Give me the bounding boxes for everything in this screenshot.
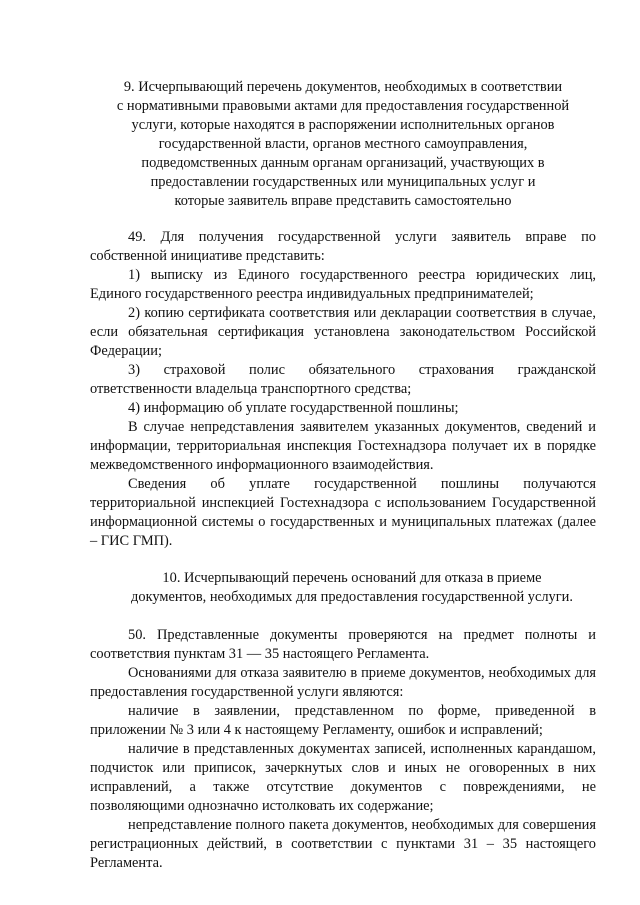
section-9-heading-line: которые заявитель вправе представить самостоятельно <box>174 193 512 209</box>
section-9-heading-line: с нормативными правовыми актами для предоставления государственной <box>116 98 570 114</box>
paragraph-nonsubmission: В случае непредставления заявителем указанных документов, сведений и информации, территориальная инспекция Гостехнадзора получает их в порядке межведомственного информационного взаимодействия. <box>90 419 596 473</box>
list-item-3: 3) страховой полис обязательного страхования гражданской ответственности владельца транспортного средства; <box>90 362 596 397</box>
paragraph-refusal-grounds: Основаниями для отказа заявителю в приеме документов, необходимых для предоставления государственной услуги являются: <box>90 665 596 700</box>
section-9-heading-line: государственной власти, органов местного самоуправления, <box>158 136 528 152</box>
paragraph-50: 50. Представленные документы проверяются на предмет полноты и соответствия пунктам 31 — 35 настоящего Регламента. <box>90 627 596 662</box>
refusal-ground-corrections: наличие в представленных документах записей, исполненных карандашом, подчисток или приписок, зачеркнутых слов и иных не оговоренных в них исправлений, а также отсутствие документов с повреждениями, не позволяющими однозначно истолковать их содержание; <box>90 741 596 814</box>
refusal-ground-incomplete: непредставление полного пакета документов, необходимых для совершения регистрационных действий, в соответствии с пунктами 31 – 35 настоящего Регламента. <box>90 817 596 871</box>
section-9-heading-line: услуги, которые находятся в распоряжении исполнительных органов <box>131 117 555 133</box>
list-item-2: 2) копию сертификата соответствия или декларации соответствия в случае, если обязательная сертификация установлена законодательством Российской Федерации; <box>90 305 596 359</box>
section-9-heading-line: 9. Исчерпывающий перечень документов, необходимых в соответствии <box>123 79 563 95</box>
paragraph-fee-info: Сведения об уплате государственной пошлины получаются территориальной инспекцией Гостехнадзора с использованием Государственной информационной системы о государственных и муниципальных платежах (далее – ГИС ГМП). <box>90 476 596 549</box>
section-10-heading-line: 10. Исчерпывающий перечень оснований для отказа в приеме <box>162 570 542 586</box>
refusal-ground-errors: наличие в заявлении, представленном по форме, приведенной в приложении № 3 или 4 к настоящему Регламенту, ошибок и исправлений; <box>90 703 596 738</box>
section-9-heading-line: подведомственных данным органам организаций, участвующих в <box>141 155 545 171</box>
section-9-heading <box>90 78 596 211</box>
section-9-heading-line: предоставлении государственных или муниципальных услуг и <box>150 174 536 190</box>
section-10-heading-line: документов, необходимых для предоставления государственной услуги. <box>131 589 573 605</box>
list-item-4: 4) информацию об уплате государственной пошлины; <box>128 400 459 416</box>
list-item-1: 1) выписку из Единого государственного реестра юридических лиц, Единого государственного реестра индивидуальных предпринимателей; <box>90 267 596 302</box>
paragraph-49: 49. Для получения государственной услуги заявитель вправе по собственной инициативе представить: <box>90 229 596 264</box>
section-10-heading <box>90 569 596 607</box>
document-body <box>90 70 596 873</box>
